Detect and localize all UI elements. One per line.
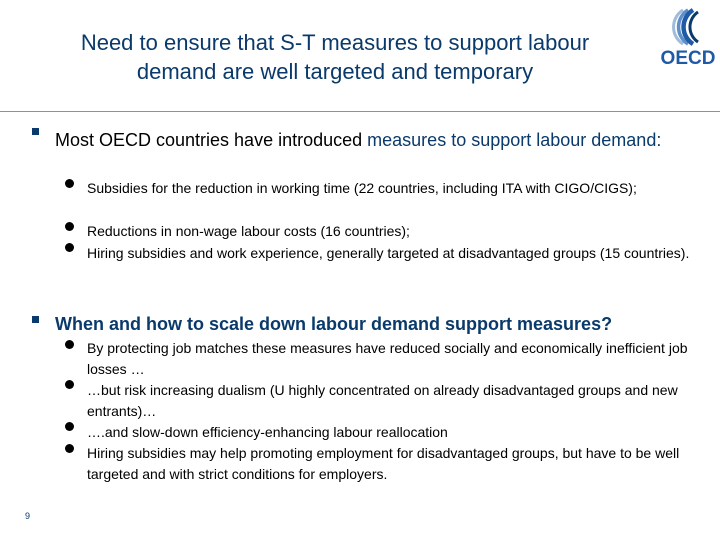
bullet-2: When and how to scale down labour demand support measures? xyxy=(55,314,613,334)
bullet-2-subitem: Hiring subsidies may help promoting employment for disadvantaged groups, but have to be well targeted and with strict conditions for employers. xyxy=(87,445,680,482)
sub-bullet-dot-icon xyxy=(65,340,74,349)
bullet-1-subitem: Subsidies for the reduction in working time (22 countries, including ITA with CIGO/CIGS); xyxy=(87,180,637,196)
oecd-logo-text: OECD xyxy=(660,48,716,68)
oecd-logo xyxy=(656,4,718,68)
sub-bullet-dot-icon xyxy=(65,444,74,453)
bullet-1 xyxy=(55,129,695,151)
oecd-logo-graphic xyxy=(656,4,718,68)
title-divider xyxy=(0,111,720,112)
bullet-2-subitem: …but risk increasing dualism (U highly concentrated on already disadvantaged groups and new entrants)… xyxy=(87,382,678,419)
bullet-1-text: Most OECD countries have introduced xyxy=(55,130,368,150)
sub-bullet-dot-icon xyxy=(65,243,74,252)
slide-title xyxy=(20,28,650,86)
bullet-1-subitem: Reductions in non-wage labour costs (16 countries); xyxy=(87,223,410,239)
bullet-2-subitem: By protecting job matches these measures have reduced socially and economically inefficient job losses … xyxy=(87,340,688,377)
sub-bullet-dot-icon xyxy=(65,179,74,188)
bullet-1-highlight: measures to support labour demand: xyxy=(367,130,662,150)
sub-bullet-dot-icon xyxy=(65,222,74,231)
sub-bullet-dot-icon xyxy=(65,422,74,431)
sub-bullet-dot-icon xyxy=(65,380,74,389)
bullet-2-subitem: ….and slow-down efficiency-enhancing labour reallocation xyxy=(87,424,448,440)
page-number: 9 xyxy=(25,511,31,521)
bullet-square-icon xyxy=(32,128,39,135)
bullet-1-subitem: Hiring subsidies and work experience, generally targeted at disadvantaged groups (15 countries). xyxy=(87,245,690,261)
slide-title-line-2: demand are well targeted and temporary xyxy=(136,59,534,84)
bullet-square-icon xyxy=(32,316,39,323)
slide-title-line-1: Need to ensure that S-T measures to support labour xyxy=(80,30,590,55)
